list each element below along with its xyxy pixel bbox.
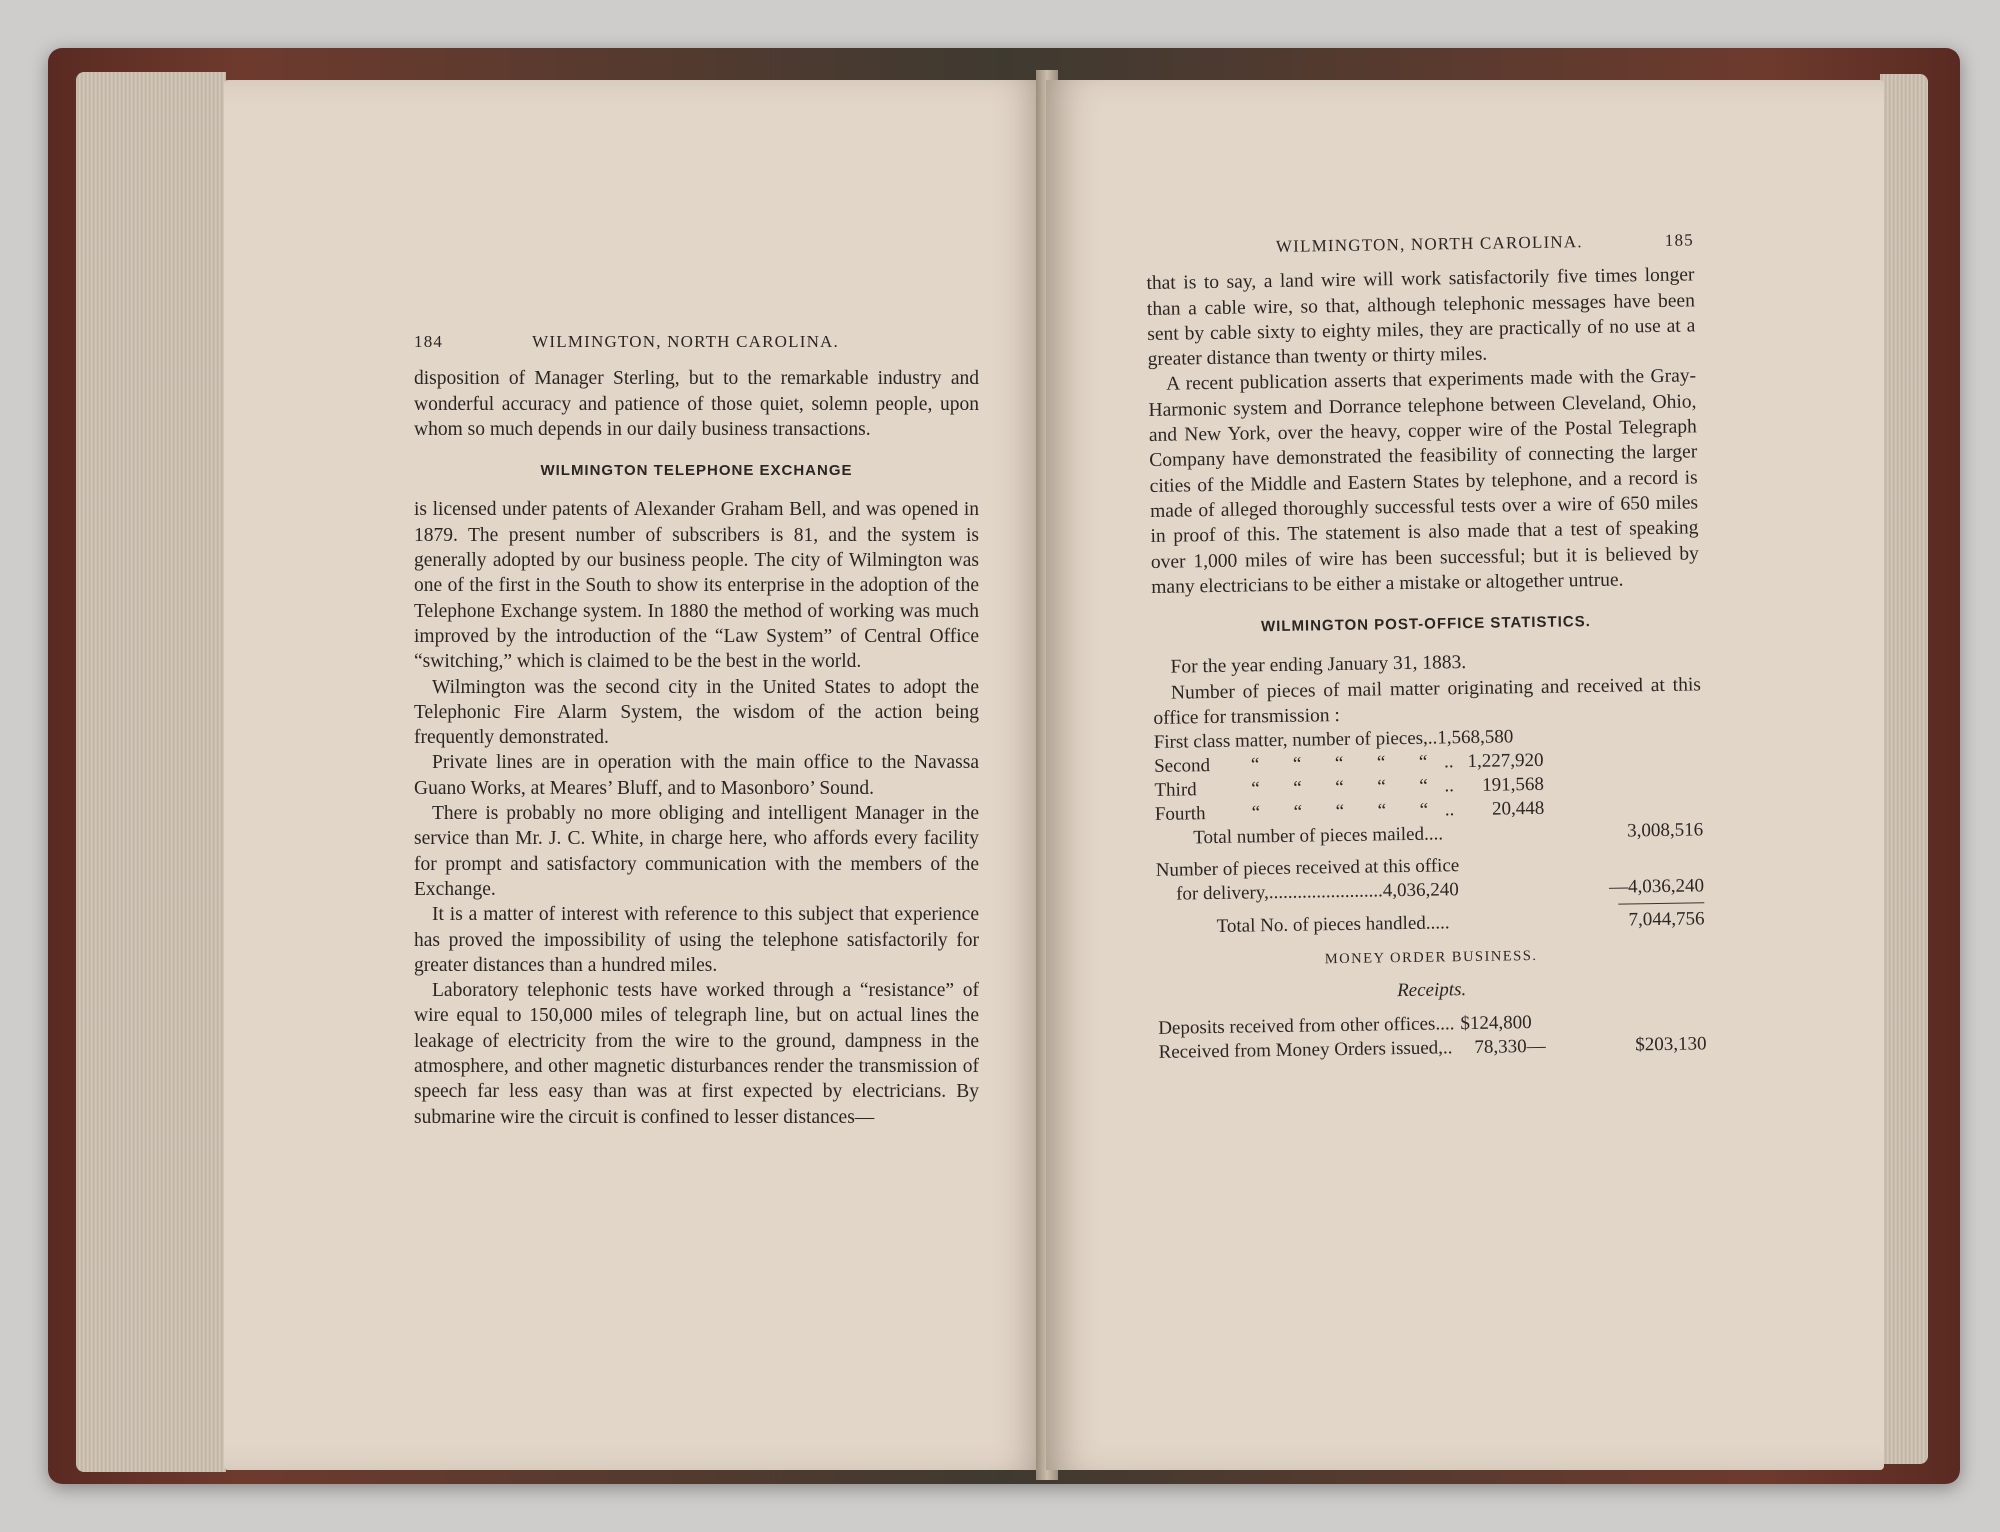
row-label: Number of pieces received at this office	[1155, 855, 1460, 882]
ditto-mark: “	[1251, 778, 1260, 800]
row-label: Received from Money Orders issued,..	[1158, 1037, 1453, 1063]
section-heading: WILMINGTON POST-OFFICE STATISTICS.	[1260, 613, 1591, 636]
running-head-title: WILMINGTON, NORTH CAROLINA.	[1275, 232, 1583, 256]
section-heading: MONEY ORDER BUSINESS.	[1324, 948, 1538, 968]
paragraph: that is to say, a land wire will work satisfactorily five times longer than a cable wire, so that, although telephonic messages have been sent by cable sixty to eighty miles, they are practically of no use at a greater distance than twenty or thirty miles.	[1146, 264, 1696, 371]
paragraph: There is probably no more obliging and intelligent Manager in the service than Mr. J. C. White, in charge here, who affords every facility for prompt and satisfactory communication with the members of the Exchange.	[414, 803, 979, 900]
row-total: 7,044,756	[1628, 908, 1705, 931]
row-dots: ..	[1427, 727, 1438, 749]
left-page-text	[414, 332, 979, 1130]
row-value: 20,448	[1491, 798, 1545, 820]
right-page-text	[1146, 230, 1707, 1064]
row-value: 4,036,240	[1382, 879, 1459, 902]
ditto-mark: “	[1335, 801, 1345, 823]
ditto-mark: “	[1251, 802, 1261, 824]
ditto-mark: “	[1376, 752, 1386, 774]
row-label: First class matter, number of pieces,	[1153, 727, 1429, 754]
ditto-mark: “	[1250, 754, 1260, 776]
ditto-mark: “	[1292, 753, 1302, 776]
ditto-mark: “	[1293, 777, 1302, 800]
row-total: $203,130	[1635, 1033, 1707, 1056]
row-value: 78,330—	[1474, 1035, 1546, 1058]
row-label: Total No. of pieces handled.....	[1216, 912, 1450, 938]
ditto-mark: “	[1419, 799, 1429, 822]
ditto-mark: “	[1334, 753, 1344, 775]
row-label: Third	[1154, 779, 1197, 802]
paragraph: is licensed under patents of Alexander Graham Bell, and was opened in 1879. The present number of subscribers is 81, and the system is generally adopted by our business people. The city of Wilmington was one of the first in the South to show its enterprise in the adoption of the Telephone Exchange system. In 1880 the method of working was much improved by the introduction of the “Law System” of Central Office “switching,” which is claimed to be the best in the world.	[414, 499, 979, 673]
running-head-title: WILMINGTON, NORTH CAROLINA.	[532, 332, 839, 351]
ditto-mark: “	[1419, 775, 1428, 798]
year-line: For the year ending January 31, 1883.	[1170, 652, 1467, 679]
paragraph: It is a matter of interest with reference to this subject that experience has proved the impossibility of using the telephone satisfactorily for greater distances than a hundred miles.	[414, 904, 979, 976]
row-label: Total number of pieces mailed....	[1193, 823, 1444, 849]
row-value: $124,800	[1460, 1011, 1532, 1035]
page-edges-right	[1880, 74, 1928, 1464]
subheading: Receipts.	[1396, 978, 1467, 1001]
paragraph: A recent publication asserts that experiments made with the Gray-Harmonic system and Dorrance telephone between Cleveland, Ohio, and New York, over the heavy, copper wire of the Postal Telegraph Company have demonstrated the feasibility of connecting the larger cities of the Middle and Eastern States by telephone, and a record is made of alleged thoroughly successful tests over a wire of 650 miles in proof of this. The statement is also made that a test of speaking over 1,000 miles of wire has been successful; but it is believed by many electricians to be either a mistake or altogether untrue.	[1148, 365, 1699, 598]
row-label: Fourth	[1154, 803, 1206, 826]
running-head-left	[414, 329, 979, 354]
row-value: 1,227,920	[1467, 750, 1544, 773]
table-row-total	[1156, 908, 1704, 941]
paragraph: Private lines are in operation with the main office to the Navassa Guano Works, at Meares’ Bluff, and to Masonboro’ Sound.	[414, 752, 979, 799]
row-label: Second	[1153, 755, 1211, 778]
paragraph: Laboratory telephonic tests have worked through a “resistance” of wire equal to 150,000 miles of telegraph line, but on actual lines the leakage of electricity from the wire to the ground, dampness in the atmosphere, and other magnetic disturbances render the transmission of speech far less easy than was at first expected by electricians. By submarine wire the circuit is confined to lesser distances—	[414, 980, 979, 1128]
row-dots: ..	[1444, 775, 1455, 797]
ditto-mark: “	[1335, 777, 1344, 799]
paragraph: disposition of Manager Sterling, but to the remarkable industry and wonderful accuracy and patience of those quiet, solemn people, upon whom so much depends in our daily business transactions.	[414, 368, 979, 440]
page-edges-left	[76, 72, 226, 1472]
ditto-mark: “	[1377, 776, 1386, 798]
running-head-right	[1146, 227, 1694, 261]
row-value: 191,568	[1482, 774, 1545, 797]
left-page	[224, 80, 1046, 1470]
page-number: 185	[1664, 230, 1695, 250]
row-label: Deposits received from other offices....	[1158, 1013, 1455, 1039]
row-value: 1,568,580	[1437, 726, 1514, 749]
ditto-mark: “	[1418, 751, 1428, 774]
paragraph: Wilmington was the second city in the United States to adopt the Telephonic Fire Alarm System, the wisdom of the action being frequently demonstrated.	[414, 676, 979, 749]
row-total: —4,036,240	[1608, 875, 1705, 899]
row-dots: ..	[1443, 751, 1454, 773]
sum-rule	[1618, 903, 1704, 905]
mail-table	[1154, 723, 1705, 941]
row-label: for delivery,	[1175, 882, 1269, 905]
page-number: 184	[414, 332, 444, 351]
row-total: 3,008,516	[1627, 819, 1704, 842]
row-dots: ........................	[1268, 880, 1383, 904]
row-dots: ..	[1444, 799, 1455, 821]
ditto-mark: “	[1377, 800, 1387, 822]
receipts-table	[1158, 1008, 1707, 1065]
right-page	[1046, 80, 1884, 1470]
section-heading: WILMINGTON TELEPHONE EXCHANGE	[540, 462, 853, 480]
ditto-mark: “	[1293, 801, 1303, 824]
mail-intro: Number of pieces of mail matter originating and received at this office for transmission :	[1153, 674, 1702, 729]
